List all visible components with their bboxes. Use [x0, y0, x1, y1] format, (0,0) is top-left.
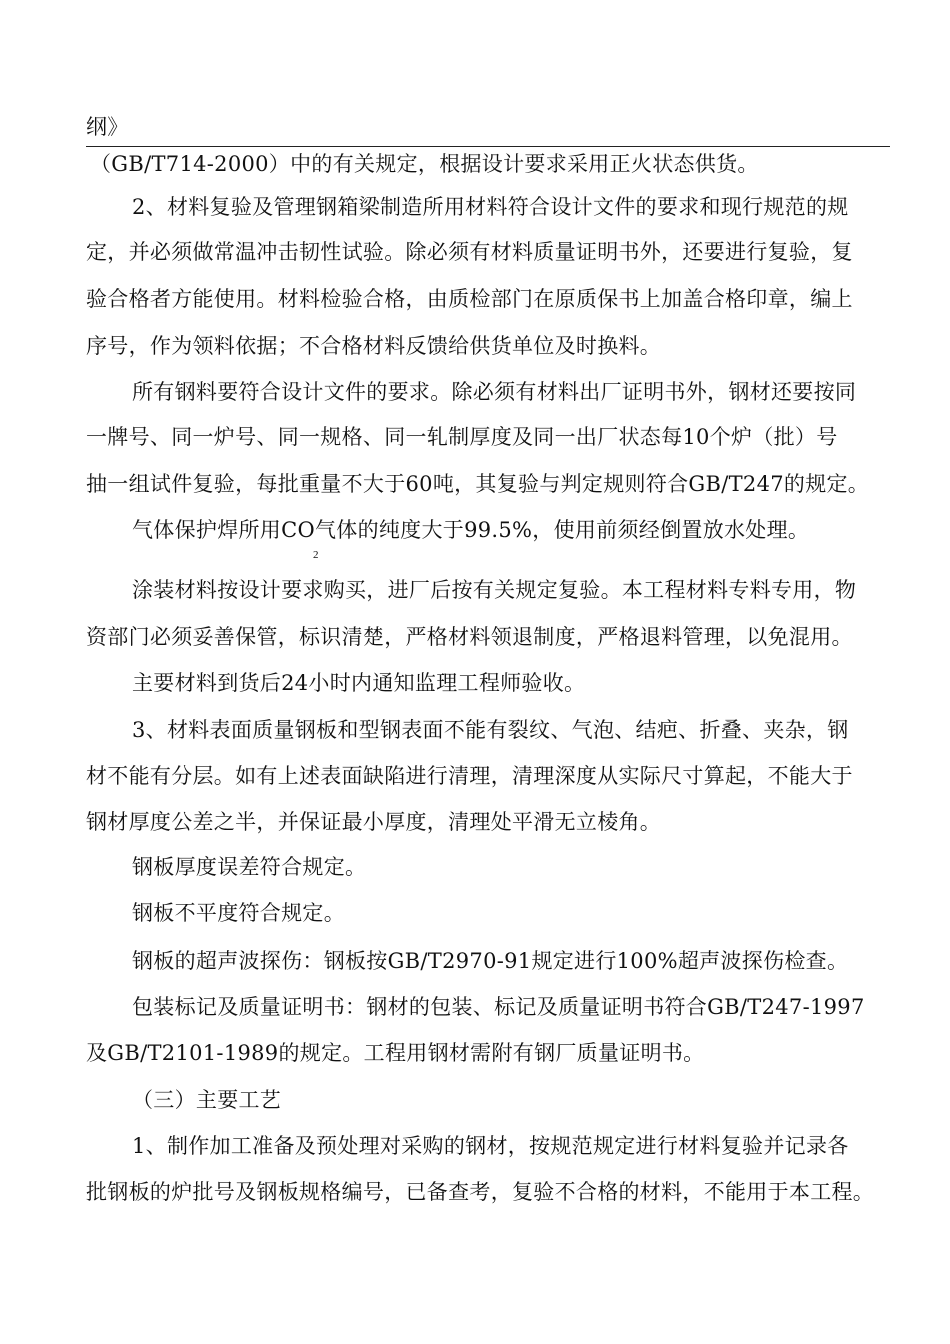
paragraph-line: 2、材料复验及管理钢箱梁制造所用材料符合设计文件的要求和现行规范的规	[132, 195, 849, 219]
paragraph-line: （GB/T714-2000）中的有关规定，根据设计要求采用正火状态供货。	[90, 152, 759, 176]
paragraph-line: 批钢板的炉批号及钢板规格编号，已备查考，复验不合格的材料，不能用于本工程。	[86, 1180, 875, 1204]
header-rule	[86, 146, 890, 147]
paragraph-line: 钢板的超声波探伤：钢板按GB/T2970-91规定进行100%超声波探伤检查。	[132, 949, 849, 973]
section-heading: （三）主要工艺	[132, 1088, 282, 1112]
paragraph-line: 钢板不平度符合规定。	[132, 901, 345, 925]
paragraph-line: 序号，作为领料依据；不合格材料反馈给供货单位及时换料。	[86, 334, 662, 358]
subscript-mark: 2	[313, 549, 319, 561]
paragraph-line: 包装标记及质量证明书：钢材的包装、标记及质量证明书符合GB/T247-1997	[132, 995, 865, 1019]
paragraph-line: 抽一组试件复验，每批重量不大于60吨，其复验与判定规则符合GB/T247的规定。	[86, 472, 870, 496]
paragraph-line: 资部门必须妥善保管，标识清楚，严格材料领退制度，严格退料管理，以免混用。	[86, 625, 853, 649]
paragraph-line: 材不能有分层。如有上述表面缺陷进行清理，清理深度从实际尺寸算起，不能大于	[86, 764, 853, 788]
paragraph-line: 3、材料表面质量钢板和型钢表面不能有裂纹、气泡、结疤、折叠、夹杂，钢	[132, 718, 849, 742]
paragraph-line: 验合格者方能使用。材料检验合格，由质检部门在原质保书上加盖合格印章，编上	[86, 287, 853, 311]
paragraph-line: 1、制作加工准备及预处理对采购的钢材，按规范规定进行材料复验并记录各	[132, 1134, 849, 1158]
page-header: 纲》	[86, 115, 129, 139]
paragraph-line: 一牌号、同一炉号、同一规格、同一轧制厚度及同一出厂状态每10个炉（批）号	[86, 425, 838, 449]
paragraph-line: 气体保护焊所用CO气体的纯度大于99.5%，使用前须经倒置放水处理。	[132, 518, 810, 542]
paragraph-line: 所有钢料要符合设计文件的要求。除必须有材料出厂证明书外，钢材还要按同	[132, 380, 857, 404]
paragraph-line: 定，并必须做常温冲击韧性试验。除必须有材料质量证明书外，还要进行复验，复	[86, 240, 853, 264]
paragraph-line: 及GB/T2101-1989的规定。工程用钢材需附有钢厂质量证明书。	[86, 1041, 705, 1065]
paragraph-line: 钢材厚度公差之半，并保证最小厚度，清理处平滑无立棱角。	[86, 810, 662, 834]
paragraph-line: 钢板厚度误差符合规定。	[132, 855, 367, 879]
paragraph-line: 主要材料到货后24小时内通知监理工程师验收。	[132, 671, 586, 695]
paragraph-line: 涂装材料按设计要求购买，进厂后按有关规定复验。本工程材料专料专用，物	[132, 578, 857, 602]
